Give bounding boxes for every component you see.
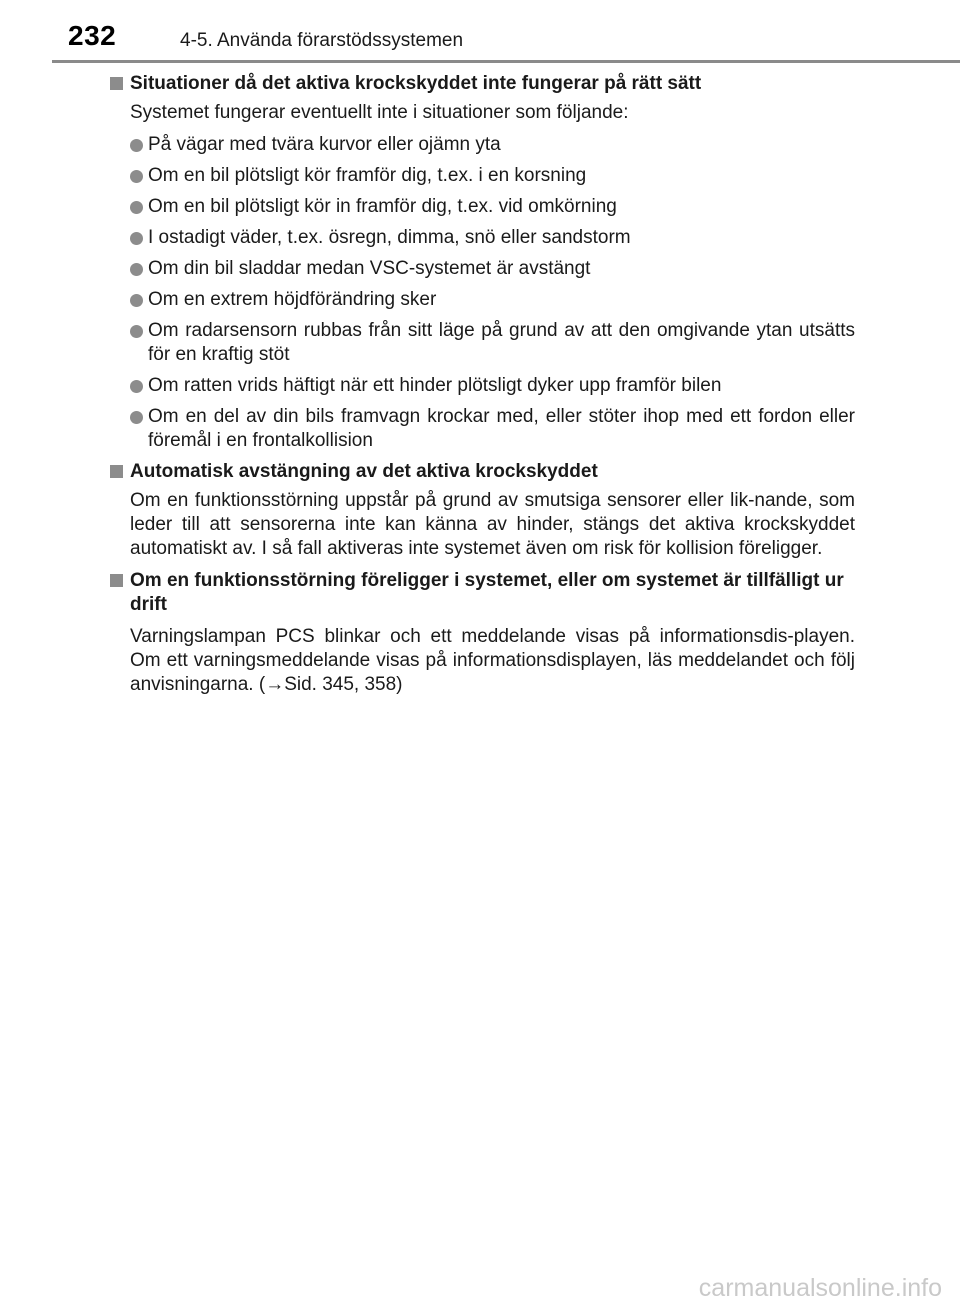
heading-text: Situationer då det aktiva krockskyddet inte fungerar på rätt sätt xyxy=(130,73,702,94)
section-situations xyxy=(110,72,855,453)
situations-list xyxy=(110,133,855,453)
section-title: 4-5. Använda förarstödssystemen xyxy=(180,30,464,51)
section-heading xyxy=(110,72,855,96)
circle-bullet-icon xyxy=(130,294,143,307)
list-item-text: I ostadigt väder, t.ex. ösregn, dimma, snö eller sandstorm xyxy=(148,227,631,248)
square-bullet-icon xyxy=(110,574,123,587)
section-malfunction xyxy=(110,569,855,697)
list-item-text: På vägar med tvära kurvor eller ojämn yta xyxy=(148,134,501,155)
list-item-text: Om ratten vrids häftigt när ett hinder plötsligt dyker upp framför bilen xyxy=(148,375,722,396)
list-item-text: Om en del av din bils framvagn krockar med, eller stöter ihop med ett fordon eller föremål i en frontalkollision xyxy=(148,406,855,451)
circle-bullet-icon xyxy=(130,201,143,214)
list-item xyxy=(110,405,855,453)
list-item-text: Om din bil sladdar medan VSC-systemet är avstängt xyxy=(148,258,591,279)
list-item xyxy=(110,288,855,312)
list-item xyxy=(110,226,855,250)
body-text: Varningslampan PCS blinkar och ett meddelande visas på informationsdis-playen. Om ett varningsmeddelande visas på informationsdisplayen, läs meddelandet och följ anvisningarna. (→Sid. 345, 358) xyxy=(130,626,855,695)
watermark-text: carmanualsonline.info xyxy=(698,1274,942,1302)
circle-bullet-icon xyxy=(130,380,143,393)
section-heading xyxy=(110,569,855,617)
circle-bullet-icon xyxy=(130,139,143,152)
list-item-text: Om en bil plötsligt kör framför dig, t.ex. i en korsning xyxy=(148,165,587,186)
heading-text: Automatisk avstängning av det aktiva krockskyddet xyxy=(130,461,598,482)
list-item-text: Om en bil plötsligt kör in framför dig, t.ex. vid omkörning xyxy=(148,196,617,217)
list-item xyxy=(110,195,855,219)
page-content xyxy=(110,72,855,705)
list-item xyxy=(110,133,855,157)
square-bullet-icon xyxy=(110,77,123,90)
list-item xyxy=(110,374,855,398)
body-text: Om en funktionsstörning uppstår på grund av smutsiga sensorer eller lik-nande, som leder till att sensorerna inte kan känna av hinder, stängs det aktiva krockskyddet automatiskt av. I så fall aktiveras inte systemet även om risk för kollision föreligger. xyxy=(130,490,855,559)
circle-bullet-icon xyxy=(130,232,143,245)
circle-bullet-icon xyxy=(130,170,143,183)
section-automatic-shutdown xyxy=(110,460,855,561)
circle-bullet-icon xyxy=(130,263,143,276)
page-header xyxy=(0,0,960,62)
page-number: 232 xyxy=(68,20,117,51)
circle-bullet-icon xyxy=(130,411,143,424)
header-divider xyxy=(52,60,960,63)
heading-text: Om en funktionsstörning föreligger i systemet, eller om systemet är tillfälligt ur drift xyxy=(130,570,844,615)
circle-bullet-icon xyxy=(130,325,143,338)
square-bullet-icon xyxy=(110,465,123,478)
list-item-text: Om en extrem höjdförändring sker xyxy=(148,289,437,310)
list-item xyxy=(110,319,855,367)
intro-text: Systemet fungerar eventuellt inte i situationer som följande: xyxy=(130,102,629,123)
list-item-text: Om radarsensorn rubbas från sitt läge på grund av att den omgivande ytan utsätts för en kraftig stöt xyxy=(148,320,855,365)
list-item xyxy=(110,164,855,188)
list-item xyxy=(110,257,855,281)
section-heading xyxy=(110,460,855,484)
